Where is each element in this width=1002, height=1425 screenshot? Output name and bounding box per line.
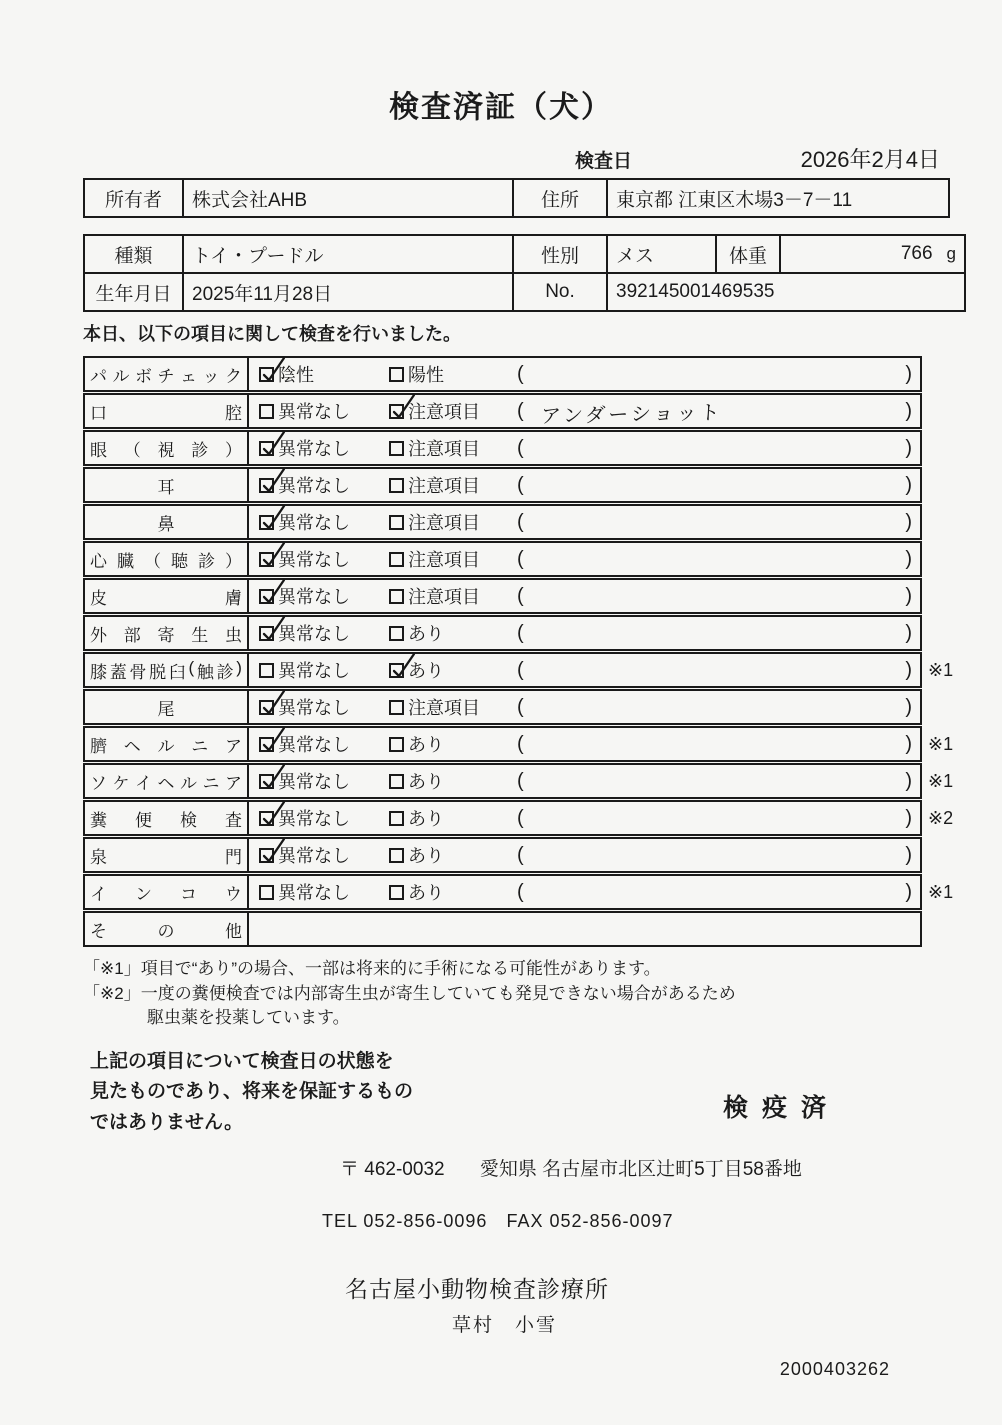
quarantine-stamp: 検疫済: [722, 1093, 840, 1122]
checklist-row-label-cell: [85, 765, 249, 797]
clinic-address-line: [340, 1154, 1002, 1181]
paren-close: ): [905, 732, 912, 755]
page-title: 検査済証（犬）: [389, 91, 613, 124]
option-2-label: 注意項目: [408, 513, 480, 533]
checklist-row-label: 耳: [157, 477, 175, 497]
checklist-row-label: 眼 （ 視 診 ）: [90, 440, 242, 460]
checklist-row-content: [249, 654, 920, 686]
footnote-2: 「※2」一度の糞便検査では内部寄生虫が寄生していても発見できない場合があるため: [83, 983, 736, 1003]
paren-close: ): [905, 399, 912, 422]
option-2-label: あり: [408, 772, 444, 792]
paren-open: (: [517, 436, 524, 459]
birth-label: 生年月日: [84, 273, 183, 311]
checklist-row-content: [249, 728, 920, 760]
paren-close: ): [905, 769, 912, 792]
option-1-label: 異常なし: [278, 587, 350, 607]
option-1-label: 異常なし: [278, 513, 350, 533]
checklist-row: [83, 578, 922, 614]
owner-label: 所有者: [84, 179, 183, 217]
checklist-row: [83, 430, 922, 466]
exam-date-label: 検査日: [575, 151, 633, 172]
checklist-row-label: 口 腔: [90, 403, 242, 423]
handwritten-remark: [540, 766, 542, 798]
checkbox-icon: [389, 515, 404, 530]
checklist-row-label-cell: [85, 876, 249, 908]
checklist-row-label-cell: [85, 395, 249, 427]
paren-open: (: [517, 695, 524, 718]
checklist-row-label: 心 臓 （ 聴 診 ）: [90, 551, 242, 571]
checklist-row-content: [249, 913, 920, 945]
checklist-row: [83, 800, 954, 836]
handwritten-remark: [540, 618, 542, 650]
checklist-row: [83, 467, 922, 503]
option-2: [389, 580, 480, 612]
checklist-row-content: [249, 580, 920, 612]
checkbox-icon: [259, 478, 274, 493]
option-1: [259, 543, 350, 575]
handwritten-remark: [540, 655, 542, 687]
paren-open: (: [517, 473, 524, 496]
address-label: 住所: [513, 179, 607, 217]
footnote-mark: ※1: [928, 733, 954, 754]
checklist-row-content: [249, 432, 920, 464]
disclaimer-line-1: 上記の項目について検査日の状態を: [90, 1050, 394, 1072]
option-1-label: 異常なし: [278, 698, 350, 718]
paren-open: (: [517, 584, 524, 607]
option-1: [259, 432, 350, 464]
option-2: [389, 839, 444, 871]
paren-open: (: [517, 732, 524, 755]
pet-row-2: [84, 273, 965, 311]
checklist-row: [83, 504, 922, 540]
paren-open: (: [517, 843, 524, 866]
checkbox-icon: [259, 663, 274, 678]
checklist-row-label: 糞 便 検 査: [90, 810, 242, 830]
checklist-row-label-cell: [85, 654, 249, 686]
checkbox-icon: [389, 885, 404, 900]
examiner-name: 草村 小雪: [452, 1315, 558, 1337]
option-1-label: 異常なし: [278, 476, 350, 496]
paren-close: ): [905, 843, 912, 866]
checklist-row-content: [249, 691, 920, 723]
checklist-row: [83, 541, 922, 577]
footnotes: [83, 957, 1002, 1031]
checkbox-icon: [389, 589, 404, 604]
paren-close: ): [905, 473, 912, 496]
document-number: 2000403262: [779, 1359, 890, 1380]
checklist-row-label-cell: [85, 839, 249, 871]
option-1-label: 異常なし: [278, 883, 350, 903]
checkbox-icon: [259, 626, 274, 641]
checklist-row: [83, 393, 922, 429]
option-2-label: あり: [408, 735, 444, 755]
paren-open: (: [517, 621, 524, 644]
checklist-row-label-cell: [85, 543, 249, 575]
paren-close: ): [905, 362, 912, 385]
checklist-row-content: [249, 395, 920, 427]
paren-close: ): [905, 806, 912, 829]
checklist-row-label: イ ン コ ウ: [90, 884, 242, 904]
option-2: [389, 395, 480, 427]
checklist-row-label: そ の 他: [90, 921, 242, 941]
disclaimer-line-2: 見たものであり、将来を保証するもの: [90, 1081, 414, 1103]
handwritten-remark: アンダーショット: [540, 401, 724, 428]
footnote-mark: ※1: [928, 659, 954, 680]
option-1: [259, 876, 350, 908]
footnote-mark: ※2: [928, 807, 954, 828]
checkbox-icon: [389, 774, 404, 789]
checklist-row: [83, 874, 954, 910]
intro-line: 本日、以下の項目に関して検査を行いました。: [83, 324, 461, 344]
exam-date-row: [83, 146, 940, 172]
checkbox-icon: [259, 552, 274, 567]
checkbox-icon: [389, 552, 404, 567]
checklist-row-content: [249, 469, 920, 501]
option-1: [259, 358, 314, 390]
checkbox-icon: [259, 811, 274, 826]
checklist-row: [83, 689, 922, 725]
checklist-row-content: [249, 506, 920, 538]
checkbox-icon: [259, 848, 274, 863]
option-2-label: 注意項目: [408, 550, 480, 570]
clinic-name: 名古屋小動物検査診療所: [345, 1276, 609, 1303]
option-2-label: 陽性: [408, 365, 444, 385]
checklist-row-label-cell: [85, 913, 249, 945]
checklist-row-label: 尾: [157, 699, 175, 719]
address-value: 東京都 江東区木場3－7－11: [607, 179, 949, 217]
checklist-row-content: [249, 543, 920, 575]
paren-open: (: [517, 806, 524, 829]
checkbox-icon: [259, 885, 274, 900]
owner-row: [84, 179, 949, 217]
option-1-label: 異常なし: [278, 402, 350, 422]
checklist-row: [83, 837, 922, 873]
disclaimer-section: [90, 1047, 850, 1138]
checkbox-icon: [389, 663, 404, 678]
checklist-row-content: [249, 876, 920, 908]
paren-open: (: [517, 547, 524, 570]
checklist-row-label: 泉 門: [90, 847, 242, 867]
handwritten-remark: [540, 433, 542, 465]
checklist-row-label-cell: [85, 617, 249, 649]
pet-table: [83, 234, 966, 312]
sex-value: メス: [607, 235, 716, 273]
checkbox-icon: [389, 737, 404, 752]
option-2: [389, 617, 444, 649]
handwritten-remark: [540, 359, 542, 391]
checklist-row-label-cell: [85, 691, 249, 723]
option-1-label: 異常なし: [278, 809, 350, 829]
handwritten-remark: [540, 692, 542, 724]
breed-value: トイ・プードル: [183, 235, 513, 273]
option-2: [389, 358, 444, 390]
option-2-label: 注意項目: [408, 587, 480, 607]
checklist-row-label-cell: [85, 802, 249, 834]
checkbox-icon: [389, 367, 404, 382]
option-2-label: あり: [408, 624, 444, 644]
handwritten-remark: [540, 507, 542, 539]
checklist-row-label-cell: [85, 469, 249, 501]
option-1: [259, 839, 350, 871]
paren-open: (: [517, 880, 524, 903]
option-2: [389, 432, 480, 464]
checkbox-icon: [259, 404, 274, 419]
option-1: [259, 395, 350, 427]
option-1-label: 陰性: [278, 365, 314, 385]
footnote-2-cont: 駆虫薬を投薬しています。: [147, 1008, 350, 1028]
option-1-label: 異常なし: [278, 550, 350, 570]
paren-open: (: [517, 362, 524, 385]
checklist-row-label: 外 部 寄 生 虫: [90, 625, 242, 645]
option-2-label: あり: [408, 809, 444, 829]
handwritten-remark: [540, 581, 542, 613]
footnote-mark: ※1: [928, 881, 954, 902]
paren-close: ): [905, 510, 912, 533]
option-2: [389, 543, 480, 575]
checkbox-icon: [259, 700, 274, 715]
checkbox-icon: [389, 478, 404, 493]
checklist-row-content: [249, 802, 920, 834]
paren-close: ): [905, 584, 912, 607]
paren-close: ): [905, 436, 912, 459]
option-1-label: 異常なし: [278, 735, 350, 755]
option-2-label: 注意項目: [408, 402, 480, 422]
checklist-row: [83, 652, 954, 688]
checkbox-icon: [259, 441, 274, 456]
exam-date-value: 2026年2月4日: [800, 147, 940, 172]
option-2-label: あり: [408, 661, 444, 681]
checkbox-icon: [259, 774, 274, 789]
checklist-row: [83, 726, 954, 762]
option-2-label: あり: [408, 846, 444, 866]
option-1-label: 異常なし: [278, 624, 350, 644]
handwritten-remark: [540, 729, 542, 761]
weight-value: 766: [900, 243, 933, 264]
owner-table: [83, 178, 950, 218]
paren-close: ): [905, 880, 912, 903]
option-2: [389, 728, 444, 760]
checkbox-icon: [259, 515, 274, 530]
disclaimer-text: [90, 1047, 413, 1138]
checklist-row-label: ソ ケ イ ヘ ル ニ ア: [90, 773, 242, 793]
handwritten-remark: [540, 840, 542, 872]
option-2: [389, 691, 480, 723]
no-label: No.: [513, 273, 607, 311]
checkbox-icon: [389, 404, 404, 419]
option-1-label: 異常なし: [278, 439, 350, 459]
option-1: [259, 802, 350, 834]
pet-row-1: [84, 235, 965, 273]
paren-open: (: [517, 510, 524, 533]
option-2-label: あり: [408, 883, 444, 903]
option-1-label: 異常なし: [278, 846, 350, 866]
exam-checklist: [83, 356, 954, 947]
checklist-row-content: [249, 839, 920, 871]
checklist-row-label-cell: [85, 580, 249, 612]
option-1: [259, 691, 350, 723]
handwritten-remark: [540, 470, 542, 502]
option-2: [389, 876, 444, 908]
checkbox-icon: [259, 367, 274, 382]
sex-label: 性別: [513, 235, 607, 273]
option-2: [389, 506, 480, 538]
checklist-row: [83, 615, 922, 651]
checklist-row-label-cell: [85, 506, 249, 538]
checkbox-icon: [259, 589, 274, 604]
option-1-label: 異常なし: [278, 661, 350, 681]
footnote-1: 「※1」項目で“あり”の場合、一部は将来的に手術になる可能性があります。: [83, 959, 661, 978]
option-1-label: 異常なし: [278, 772, 350, 792]
paren-open: (: [517, 399, 524, 422]
owner-value: 株式会社AHB: [183, 179, 513, 217]
paren-close: ): [905, 621, 912, 644]
checklist-row-label: 臍 ヘ ル ニ ア: [90, 736, 242, 756]
paren-close: ): [905, 658, 912, 681]
option-2-label: 注意項目: [408, 476, 480, 496]
checklist-row-label-cell: [85, 358, 249, 390]
handwritten-remark: [540, 544, 542, 576]
option-2-label: 注意項目: [408, 439, 480, 459]
clinic-tel-fax: TEL 052-856-0096 FAX 052-856-0097: [322, 1211, 674, 1232]
option-1: [259, 506, 350, 538]
option-2: [389, 802, 444, 834]
option-1: [259, 728, 350, 760]
checklist-row: [83, 356, 922, 392]
weight-cell: [780, 235, 965, 273]
footnote-mark: ※1: [928, 770, 954, 791]
checklist-row-label: 膝 蓋 骨 脱 臼 ( 触 診 ): [90, 657, 242, 682]
checklist-row: [83, 911, 922, 947]
weight-label: 体重: [716, 235, 780, 273]
checklist-row-label-cell: [85, 432, 249, 464]
checkbox-icon: [389, 811, 404, 826]
clinic-address: 愛知県 名古屋市北区辻町5丁目58番地: [479, 1159, 802, 1181]
option-2: [389, 765, 444, 797]
clinic-postal-code: 〒 462-0032: [340, 1159, 445, 1181]
disclaimer-line-3: ではありません。: [90, 1111, 244, 1133]
option-2: [389, 469, 480, 501]
option-1: [259, 654, 350, 686]
checklist-row-label: 皮 膚: [90, 588, 242, 608]
no-value: 392145001469535: [607, 273, 965, 311]
birth-value: 2025年11月28日: [183, 273, 513, 311]
handwritten-remark: [540, 877, 542, 909]
checklist-row: [83, 763, 954, 799]
paren-close: ): [905, 547, 912, 570]
option-1: [259, 765, 350, 797]
option-2: [389, 654, 444, 686]
checkbox-icon: [389, 700, 404, 715]
checkbox-icon: [389, 441, 404, 456]
paren-close: ): [905, 695, 912, 718]
option-2-label: 注意項目: [408, 698, 480, 718]
option-1: [259, 617, 350, 649]
option-1: [259, 469, 350, 501]
checkbox-icon: [389, 848, 404, 863]
weight-unit: g: [946, 244, 956, 263]
checkbox-icon: [259, 737, 274, 752]
handwritten-remark: [540, 803, 542, 835]
checklist-row-content: [249, 358, 920, 390]
breed-label: 種類: [84, 235, 183, 273]
option-1: [259, 580, 350, 612]
checkbox-icon: [389, 626, 404, 641]
checklist-row-label-cell: [85, 728, 249, 760]
checklist-row-content: [249, 765, 920, 797]
checklist-row-content: [249, 617, 920, 649]
paren-open: (: [517, 658, 524, 681]
checklist-row-label: 鼻: [157, 514, 175, 534]
checklist-row-label: パ ル ボ チ ェ ッ ク: [90, 366, 242, 386]
paren-open: (: [517, 769, 524, 792]
